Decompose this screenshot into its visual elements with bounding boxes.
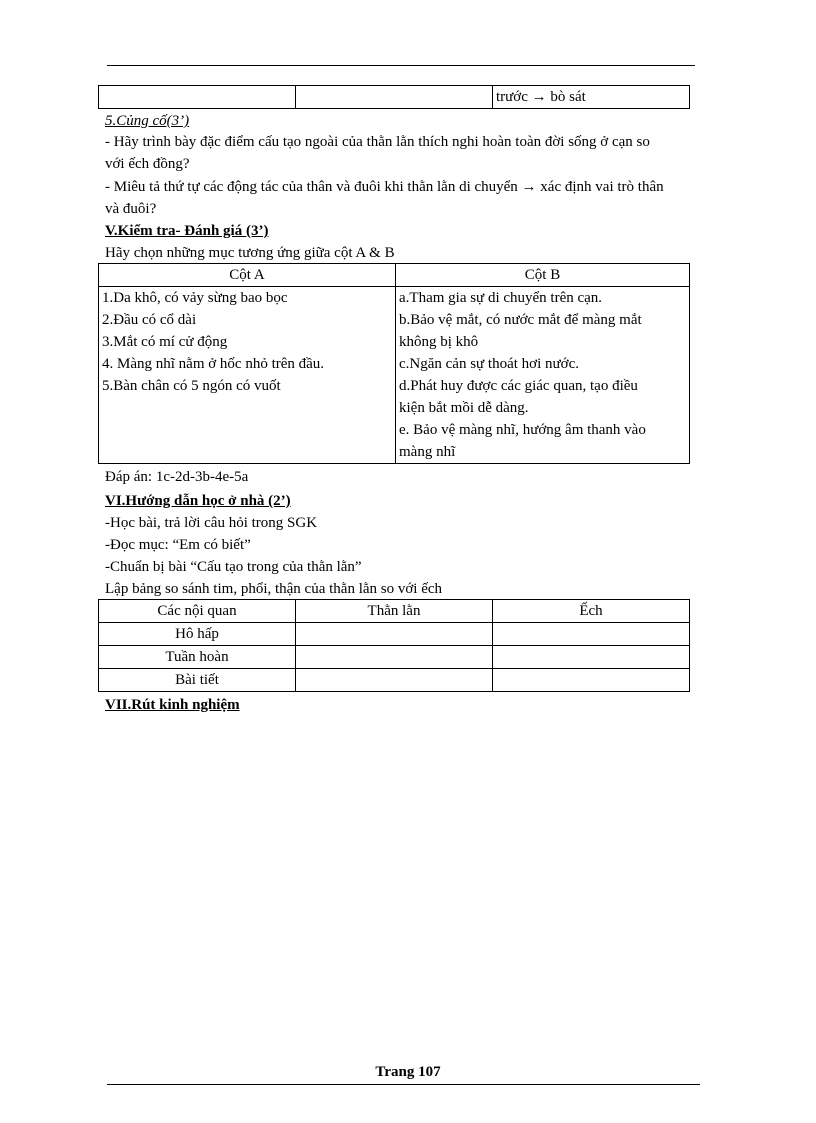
header-rule — [107, 65, 695, 66]
list-item: 4. Màng nhĩ nằm ở hốc nhỏ trên đầu. — [102, 356, 325, 372]
table-header: Thằn lằn — [296, 600, 493, 623]
section-5-title: 5.Củng cố(3’) — [105, 113, 190, 129]
list-item: 2.Đầu có cổ dài — [102, 312, 197, 328]
section-5-line: - Miêu tả thứ tự các động tác của thân và đuôi khi thằn lằn di chuyển → xác định vai trò thân — [105, 179, 664, 195]
table-row — [99, 287, 690, 464]
list-item: 1.Da khô, có vảy sừng bao bọc — [102, 290, 288, 306]
section-vi-line: -Học bài, trả lời câu hỏi trong SGK — [105, 515, 318, 531]
page-number: Trang 107 — [375, 1064, 441, 1080]
col-b-header: Cột B — [396, 264, 690, 287]
list-item: kiện bắt mồi dễ dàng. — [399, 400, 529, 416]
table-row — [99, 646, 690, 669]
table-cell: Hô hấp — [99, 623, 296, 646]
section-vii-title: VII.Rút kinh nghiệm — [105, 697, 240, 713]
table-cell — [493, 669, 690, 692]
col-b-cell — [396, 287, 690, 464]
top-table-fragment — [98, 85, 690, 109]
list-item: c.Ngăn cản sự thoát hơi nước. — [399, 356, 579, 372]
section-5-line: - Hãy trình bày đặc điểm cấu tạo ngoài của thằn lằn thích nghi hoàn toàn đời sống ở cạn so — [105, 134, 650, 150]
section-vi-line: -Chuẩn bị bài “Cấu tạo trong của thằn lằn” — [105, 559, 362, 575]
table-header: Các nội quan — [99, 600, 296, 623]
section-v-instruction: Hãy chọn những mục tương ứng giữa cột A & B — [105, 245, 395, 261]
section-5-line: với ếch đồng? — [105, 156, 190, 172]
col-a-cell — [99, 287, 396, 464]
list-item: 5.Bàn chân có 5 ngón có vuốt — [102, 378, 281, 394]
table-header: Ếch — [493, 600, 690, 623]
section-vi-line: -Đọc mục: “Em có biết” — [105, 537, 251, 553]
table-cell — [296, 86, 493, 109]
answer-key: Đáp án: 1c-2d-3b-4e-5a — [105, 469, 249, 485]
table-cell — [296, 646, 493, 669]
table-cell — [296, 623, 493, 646]
list-item: 3.Mắt có mí cử động — [102, 334, 228, 350]
table-cell — [493, 646, 690, 669]
table-row — [99, 600, 690, 623]
list-item: b.Bảo vệ mắt, có nước mắt để màng mắt — [399, 312, 642, 328]
section-v-title: V.Kiểm tra- Đánh giá (3’) — [105, 223, 269, 239]
section-vi-title: VI.Hướng dẫn học ở nhà (2’) — [105, 493, 291, 509]
table-row — [99, 264, 690, 287]
col-a-header: Cột A — [99, 264, 396, 287]
footer-rule — [107, 1084, 700, 1085]
list-item: không bị khô — [399, 334, 479, 350]
table-cell: trước → bò sát — [493, 86, 690, 109]
list-item: a.Tham gia sự di chuyển trên cạn. — [399, 290, 603, 306]
table-cell — [99, 86, 296, 109]
section-5-line: và đuôi? — [105, 201, 157, 217]
comparison-table — [98, 599, 690, 692]
matching-table — [98, 263, 690, 464]
table-cell — [493, 623, 690, 646]
list-item: e. Bảo vệ màng nhĩ, hướng âm thanh vào — [399, 422, 646, 438]
table-cell: Bài tiết — [99, 669, 296, 692]
section-vi-line: Lập bảng so sánh tim, phổi, thận của thằn lằn so với ếch — [105, 581, 443, 597]
list-item: màng nhĩ — [399, 444, 456, 460]
list-item: d.Phát huy được các giác quan, tạo điều — [399, 378, 638, 394]
table-cell: Tuần hoàn — [99, 646, 296, 669]
table-row — [99, 623, 690, 646]
table-cell — [296, 669, 493, 692]
table-row — [99, 669, 690, 692]
table-row — [99, 86, 690, 109]
